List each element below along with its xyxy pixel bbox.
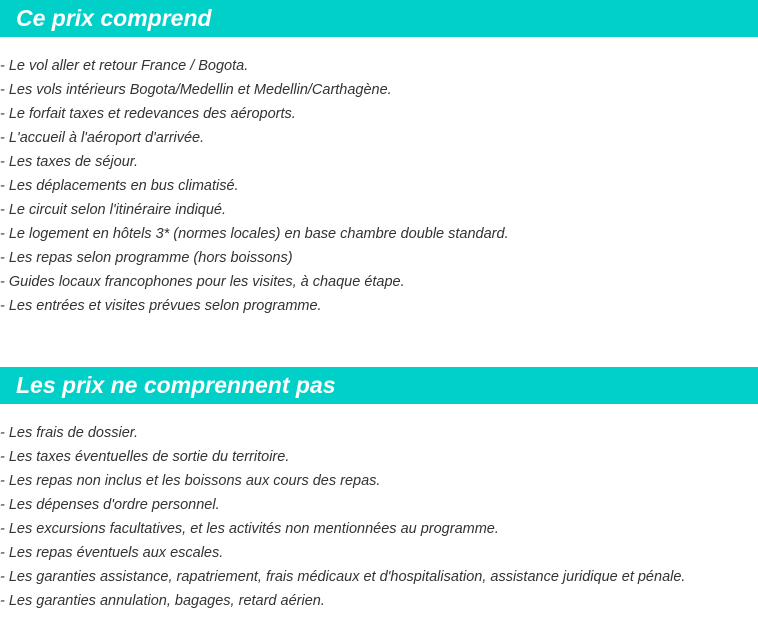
excluded-items-list — [0, 421, 685, 613]
list-item: - L'accueil à l'aéroport d'arrivée. — [0, 130, 205, 146]
included-section-header — [0, 0, 758, 37]
list-item: - Les frais de dossier. — [0, 425, 139, 441]
list-item: - Guides locaux francophones pour les visites, à chaque étape. — [0, 274, 405, 290]
list-item: - Les excursions facultatives, et les activités non mentionnées au programme. — [0, 521, 499, 537]
excluded-section-header — [0, 367, 758, 404]
included-section-title: Ce prix comprend — [16, 5, 212, 31]
list-item: - Les repas selon programme (hors boissons) — [0, 250, 293, 266]
list-item: - Le circuit selon l'itinéraire indiqué. — [0, 202, 227, 218]
list-item: - Les dépenses d'ordre personnel. — [0, 497, 220, 513]
list-item: - Les entrées et visites prévues selon programme. — [0, 298, 322, 314]
list-item: - Les taxes de séjour. — [0, 154, 139, 170]
list-item: - Les repas non inclus et les boissons aux cours des repas. — [0, 473, 381, 489]
list-item: - Les repas éventuels aux escales. — [0, 545, 224, 561]
excluded-section-title: Les prix ne comprennent pas — [16, 372, 336, 398]
list-item: - Les garanties assistance, rapatriement, frais médicaux et d'hospitalisation, assistance juridique et pénale. — [0, 569, 686, 585]
list-item: - Les taxes éventuelles de sortie du territoire. — [0, 449, 290, 465]
list-item: - Les garanties annulation, bagages, retard aérien. — [0, 593, 325, 609]
included-items-list — [0, 54, 509, 318]
list-item: - Les vols intérieurs Bogota/Medellin et Medellin/Carthagène. — [0, 82, 392, 98]
list-item: - Les déplacements en bus climatisé. — [0, 178, 239, 194]
list-item: - Le forfait taxes et redevances des aéroports. — [0, 106, 296, 122]
list-item: - Le logement en hôtels 3* (normes locales) en base chambre double standard. — [0, 226, 509, 242]
list-item: - Le vol aller et retour France / Bogota. — [0, 58, 249, 74]
